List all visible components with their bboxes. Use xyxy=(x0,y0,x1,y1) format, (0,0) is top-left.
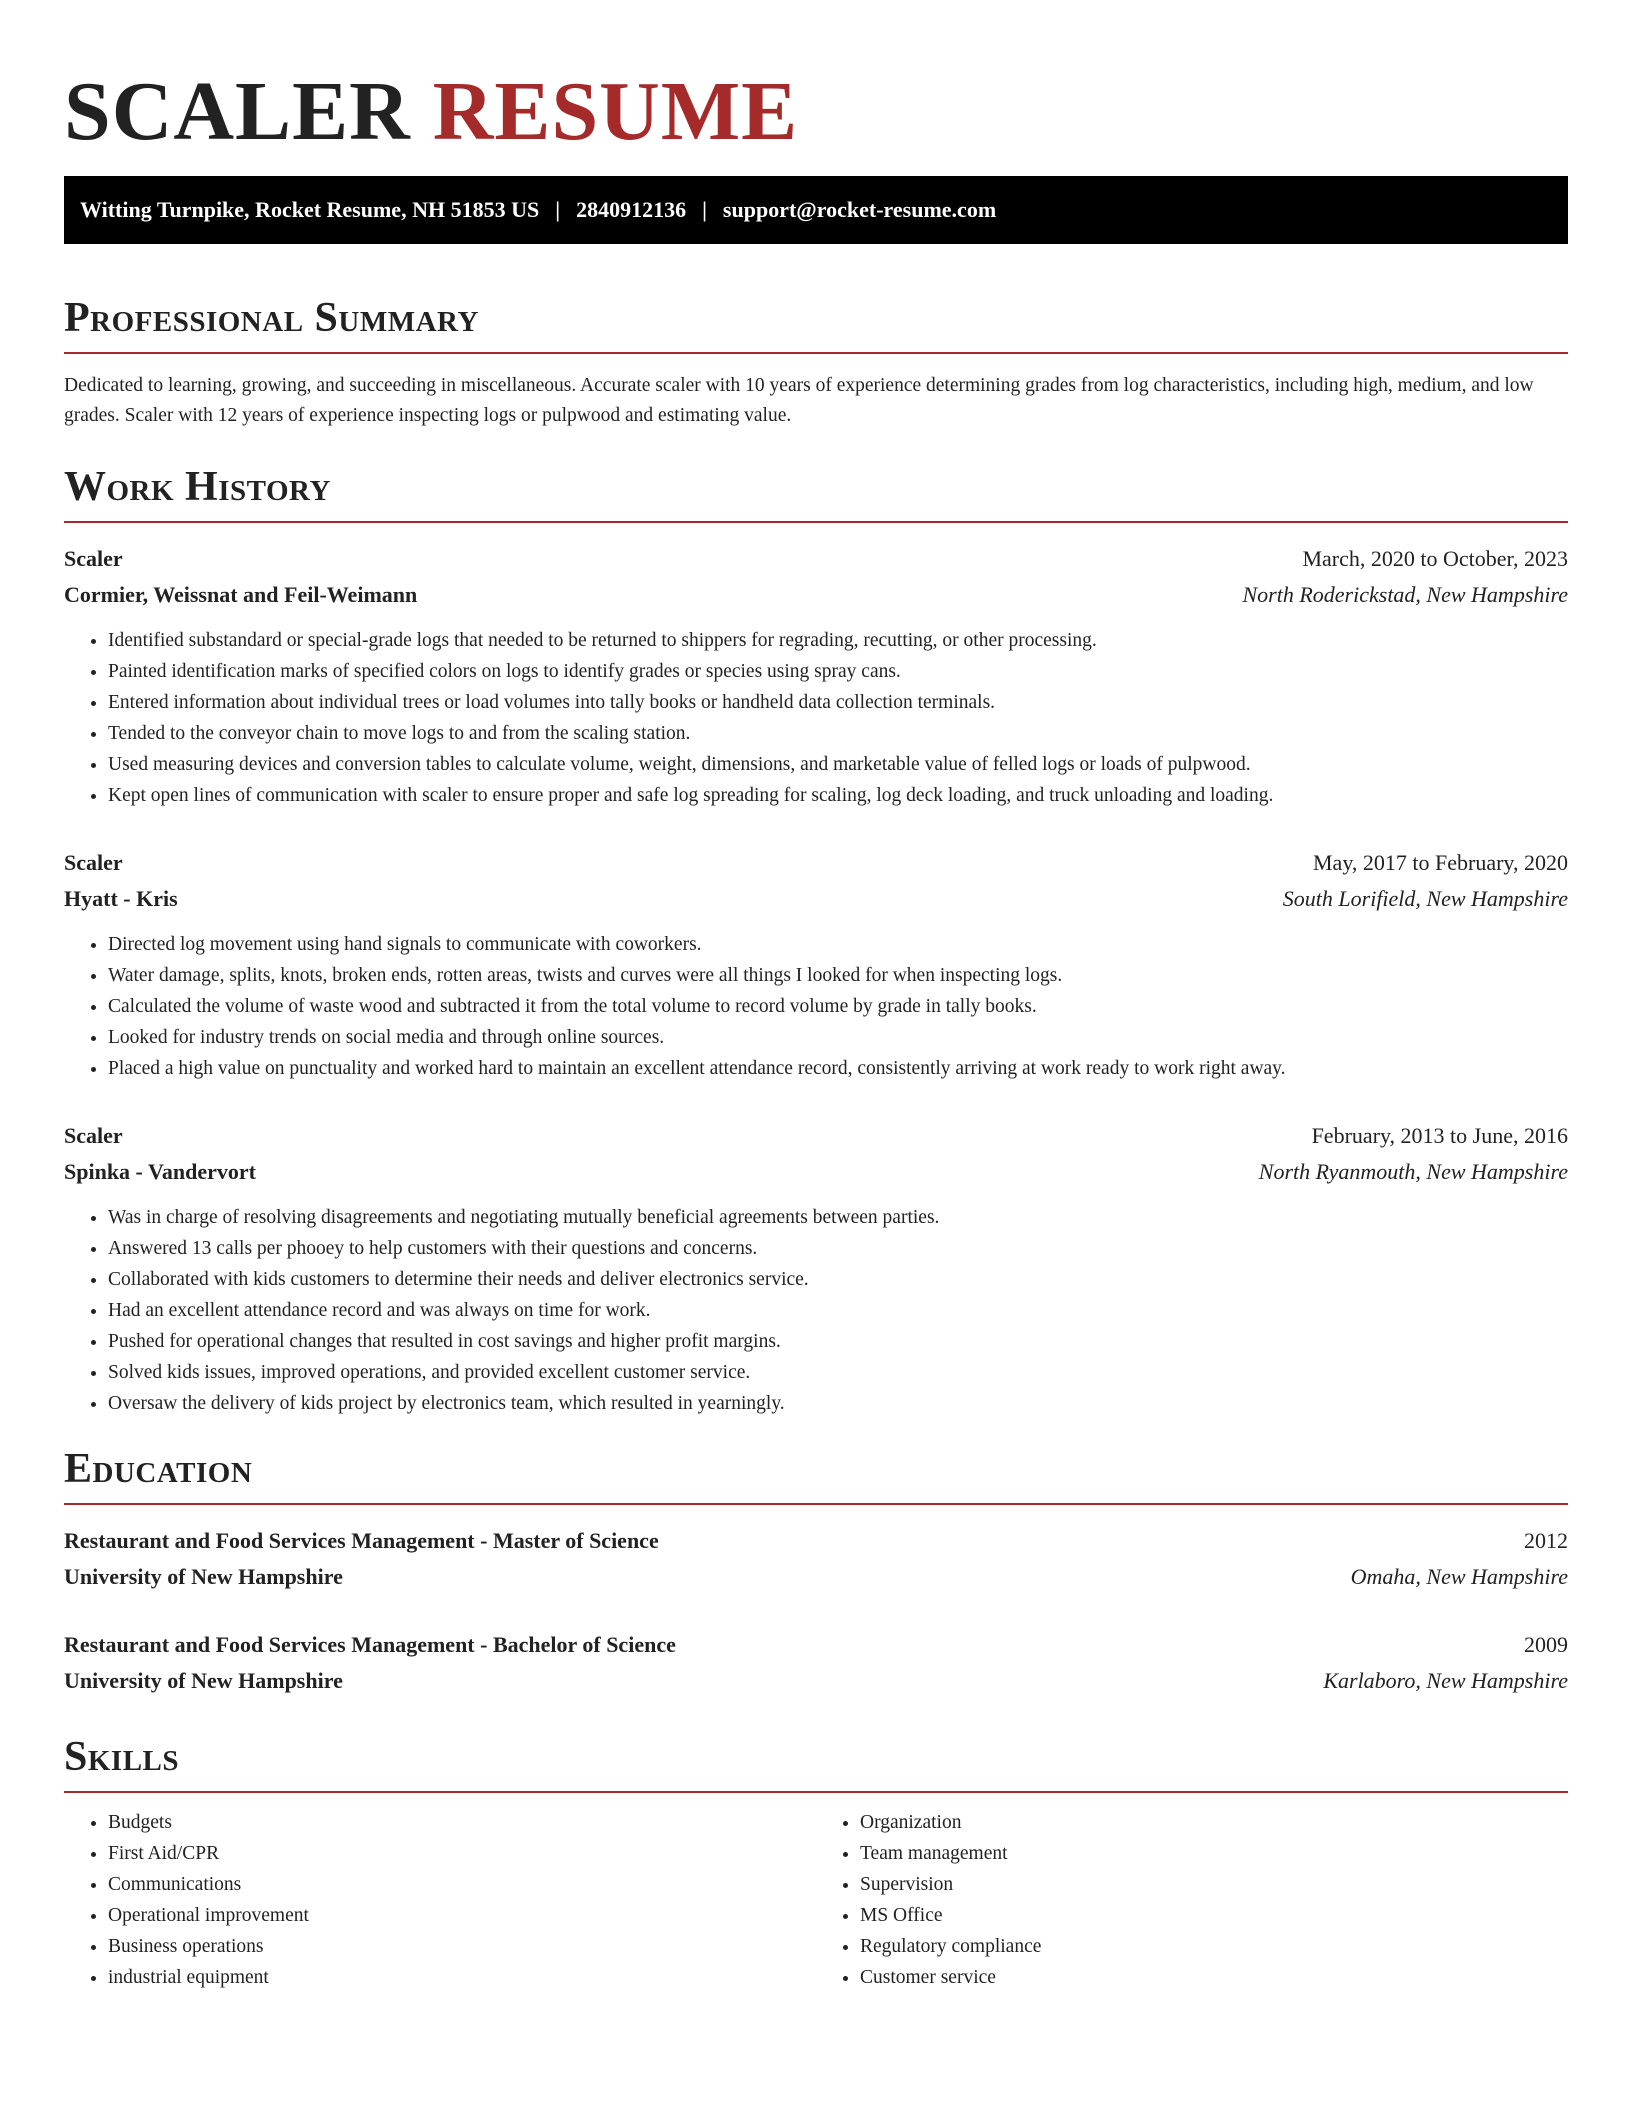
job-bullet: • Answered 13 calls per phooey to help customers with their questions and concerns. xyxy=(108,1233,1568,1264)
education-degree: Restaurant and Food Services Management - Master of Science xyxy=(64,1528,659,1553)
resume-title xyxy=(64,52,1568,172)
education-degree-row xyxy=(64,1523,1568,1559)
section-heading-skills: Skills xyxy=(64,1729,1568,1793)
skill-item: • Organization xyxy=(860,1807,1568,1838)
resume-page xyxy=(64,0,1568,1993)
job-location: South Lorifield, New Hampshire xyxy=(1282,886,1568,911)
job-dates: March, 2020 to October, 2023 xyxy=(1302,546,1568,571)
job-bullets xyxy=(64,1202,1568,1419)
skills-section xyxy=(64,1729,1568,1993)
job-entry xyxy=(64,845,1568,1084)
job-bullet: • Was in charge of resolving disagreements and negotiating mutually beneficial agreements between parties. xyxy=(108,1202,1568,1233)
education-location: Omaha, New Hampshire xyxy=(1350,1564,1568,1589)
job-company-row xyxy=(64,881,1568,917)
education-entry xyxy=(64,1523,1568,1595)
education-degree-row xyxy=(64,1627,1568,1663)
contact-separator: | xyxy=(702,197,707,222)
skill-item: • MS Office xyxy=(860,1900,1568,1931)
job-company: Spinka - Vandervort xyxy=(64,1159,256,1184)
job-title-row xyxy=(64,1118,1568,1154)
job-bullet: • Kept open lines of communication with scaler to ensure proper and safe log spreading for scaling, log deck loading, and truck unloading and loading. xyxy=(108,780,1568,811)
job-bullet: • Pushed for operational changes that resulted in cost savings and higher profit margins. xyxy=(108,1326,1568,1357)
job-title-row xyxy=(64,541,1568,577)
education-school: University of New Hampshire xyxy=(64,1668,343,1693)
job-title: Scaler xyxy=(64,850,123,875)
job-bullets xyxy=(64,625,1568,811)
contact-address: Witting Turnpike, Rocket Resume, NH 51853 US xyxy=(80,197,540,222)
job-title: Scaler xyxy=(64,1123,123,1148)
job-dates: February, 2013 to June, 2016 xyxy=(1311,1123,1568,1148)
education-section xyxy=(64,1441,1568,1699)
job-entry xyxy=(64,541,1568,811)
education-school-row xyxy=(64,1559,1568,1595)
work-history-section xyxy=(64,459,1568,1419)
job-bullet: • Placed a high value on punctuality and worked hard to maintain an excellent attendance record, consistently arriving at work ready to work right away. xyxy=(108,1053,1568,1084)
education-year: 2009 xyxy=(1524,1632,1568,1657)
summary-section xyxy=(64,290,1568,431)
job-bullet: • Identified substandard or special-grade logs that needed to be returned to shippers for regrading, recutting, or other processing. xyxy=(108,625,1568,656)
job-bullet: • Entered information about individual trees or load volumes into tally books or handheld data collection terminals. xyxy=(108,687,1568,718)
job-company-row xyxy=(64,577,1568,613)
contact-phone: 2840912136 xyxy=(576,197,687,222)
job-bullet: • Oversaw the delivery of kids project by electronics team, which resulted in yearningly. xyxy=(108,1388,1568,1419)
job-bullet: • Used measuring devices and conversion tables to calculate volume, weight, dimensions, and marketable value of felled logs or loads of pulpwood. xyxy=(108,749,1568,780)
section-heading-education: Education xyxy=(64,1441,1568,1505)
skill-item: • Communications xyxy=(108,1869,816,1900)
job-title: Scaler xyxy=(64,546,123,571)
skills-list-left xyxy=(64,1807,816,1993)
job-company: Hyatt - Kris xyxy=(64,886,178,911)
education-school: University of New Hampshire xyxy=(64,1564,343,1589)
skill-item: • Budgets xyxy=(108,1807,816,1838)
skill-item: • Business operations xyxy=(108,1931,816,1962)
title-first-word: SCALER xyxy=(64,65,411,158)
summary-text: Dedicated to learning, growing, and succeeding in miscellaneous. Accurate scaler with 10 years of experience determining grades from log characteristics, including high, medium, and low grades. Scaler with 12 years of experience inspecting logs or pulpwood and estimating value. xyxy=(64,375,1534,426)
skills-grid xyxy=(64,1807,1568,1993)
skills-list-right xyxy=(816,1807,1568,1993)
education-year: 2012 xyxy=(1524,1528,1568,1553)
job-company-row xyxy=(64,1154,1568,1190)
job-location: North Ryanmouth, New Hampshire xyxy=(1258,1159,1568,1184)
job-bullet: • Looked for industry trends on social media and through online sources. xyxy=(108,1022,1568,1053)
skill-item: • Regulatory compliance xyxy=(860,1931,1568,1962)
job-dates: May, 2017 to February, 2020 xyxy=(1313,850,1568,875)
job-bullet: • Solved kids issues, improved operations, and provided excellent customer service. xyxy=(108,1357,1568,1388)
skill-item: • industrial equipment xyxy=(108,1962,816,1993)
education-degree: Restaurant and Food Services Management - Bachelor of Science xyxy=(64,1632,676,1657)
job-bullet: • Water damage, splits, knots, broken ends, rotten areas, twists and curves were all things I looked for when inspecting logs. xyxy=(108,960,1568,991)
job-bullet: • Had an excellent attendance record and was always on time for work. xyxy=(108,1295,1568,1326)
skill-item: • Supervision xyxy=(860,1869,1568,1900)
section-heading-work-history: Work History xyxy=(64,459,1568,523)
job-title-row xyxy=(64,845,1568,881)
job-bullet: • Directed log movement using hand signals to communicate with coworkers. xyxy=(108,929,1568,960)
skill-item: • Team management xyxy=(860,1838,1568,1869)
contact-email: support@rocket-resume.com xyxy=(722,197,997,222)
title-second-word: RESUME xyxy=(432,65,799,158)
job-bullet: • Collaborated with kids customers to determine their needs and deliver electronics service. xyxy=(108,1264,1568,1295)
job-bullets xyxy=(64,929,1568,1084)
skill-item: • First Aid/CPR xyxy=(108,1838,816,1869)
education-location: Karlaboro, New Hampshire xyxy=(1323,1668,1568,1693)
job-location: North Roderickstad, New Hampshire xyxy=(1242,582,1568,607)
education-school-row xyxy=(64,1663,1568,1699)
job-entry xyxy=(64,1118,1568,1419)
section-heading-summary: Professional Summary xyxy=(64,290,1568,354)
contact-bar xyxy=(64,176,1568,244)
job-company: Cormier, Weissnat and Feil-Weimann xyxy=(64,582,418,607)
skill-item: • Customer service xyxy=(860,1962,1568,1993)
job-bullet: • Calculated the volume of waste wood and subtracted it from the total volume to record volume by grade in tally books. xyxy=(108,991,1568,1022)
contact-separator: | xyxy=(555,197,561,222)
job-bullet: • Tended to the conveyor chain to move logs to and from the scaling station. xyxy=(108,718,1568,749)
job-bullet: • Painted identification marks of specified colors on logs to identify grades or species using spray cans. xyxy=(108,656,1568,687)
education-entry xyxy=(64,1627,1568,1699)
skill-item: • Operational improvement xyxy=(108,1900,816,1931)
